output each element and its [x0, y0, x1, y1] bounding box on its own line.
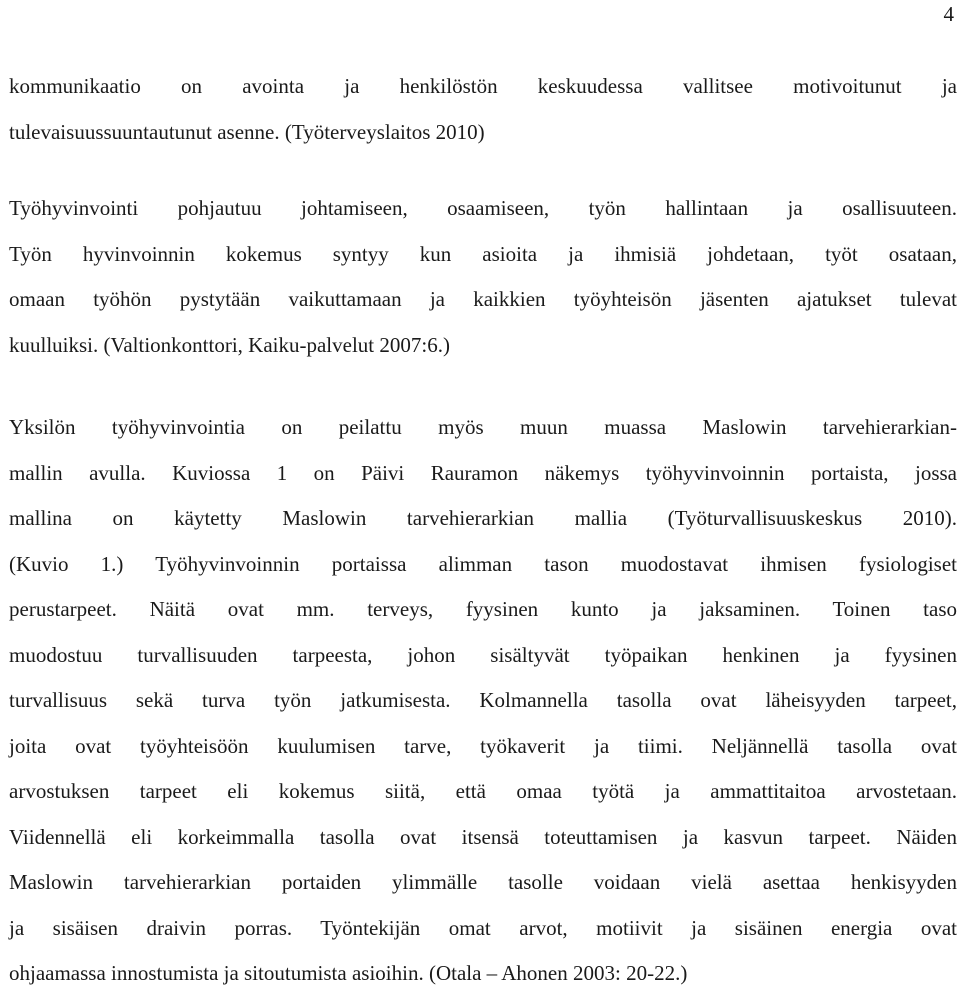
text-line: Yksilön työhyvinvointia on peilattu myös muun muassa Maslowin tarvehierarkian- [9, 415, 957, 439]
text-line: ohjaamassa innostumista ja sitoutumista asioihin. (Otala – Ahonen 2003: 20-22.) [9, 961, 688, 985]
text-line: Työn hyvinvoinnin kokemus syntyy kun asioita ja ihmisiä johdetaan, työt osataan, [9, 241, 957, 266]
paragraph-3 [9, 405, 957, 997]
text-line: arvostuksen tarpeet eli kokemus siitä, että omaa työtä ja ammattitaitoa arvostetaan. [9, 779, 957, 803]
text-line: tulevaisuussuuntautunut asenne. (Työterveyslaitos 2010) [9, 119, 485, 144]
text-line: (Kuvio 1.) Työhyvinvoinnin portaissa alimman tason muodostavat ihmisen fysiologiset [9, 551, 957, 576]
text-line: joita ovat työyhteisöön kuulumisen tarve, työkaverit ja tiimi. Neljännellä tasolla ovat [9, 733, 957, 758]
text-line: kuulluiksi. (Valtionkonttori, Kaiku-palvelut 2007:6.) [9, 332, 450, 357]
page-number: 4 [943, 2, 954, 26]
text-line: mallina on käytetty Maslowin tarvehierarkian mallia (Työturvallisuuskeskus 2010). [9, 506, 957, 530]
text-line: Viidennellä eli korkeimmalla tasolla ovat itsensä toteuttamisen ja kasvun tarpeet. Näiden [9, 824, 957, 849]
paragraph-1 [9, 64, 957, 155]
text-line: muodostuu turvallisuuden tarpeesta, johon sisältyvät työpaikan henkinen ja fyysinen [9, 642, 957, 667]
text-line: Työhyvinvointi pohjautuu johtamiseen, osaamiseen, työn hallintaan ja osallisuuteen. [9, 196, 957, 220]
text-line: kommunikaatio on avointa ja henkilöstön keskuudessa vallitsee motivoitunut ja [9, 74, 957, 98]
text-line: Maslowin tarvehierarkian portaiden ylimmälle tasolle voidaan vielä asettaa henkisyyden [9, 870, 957, 894]
text-line: omaan työhön pystytään vaikuttamaan ja kaikkien työyhteisön jäsenten ajatukset tulevat [9, 287, 957, 311]
text-line: ja sisäisen draivin porras. Työntekijän omat arvot, motiivit ja sisäinen energia ovat [9, 915, 957, 940]
text-line: turvallisuus sekä turva työn jatkumisesta. Kolmannella tasolla ovat läheisyyden tarpeet, [9, 688, 957, 712]
paragraph-2 [9, 186, 957, 368]
text-line: perustarpeet. Näitä ovat mm. terveys, fyysinen kunto ja jaksaminen. Toinen taso [9, 597, 957, 621]
text-line: mallin avulla. Kuviossa 1 on Päivi Rauramon näkemys työhyvinvoinnin portaista, jossa [9, 460, 957, 485]
